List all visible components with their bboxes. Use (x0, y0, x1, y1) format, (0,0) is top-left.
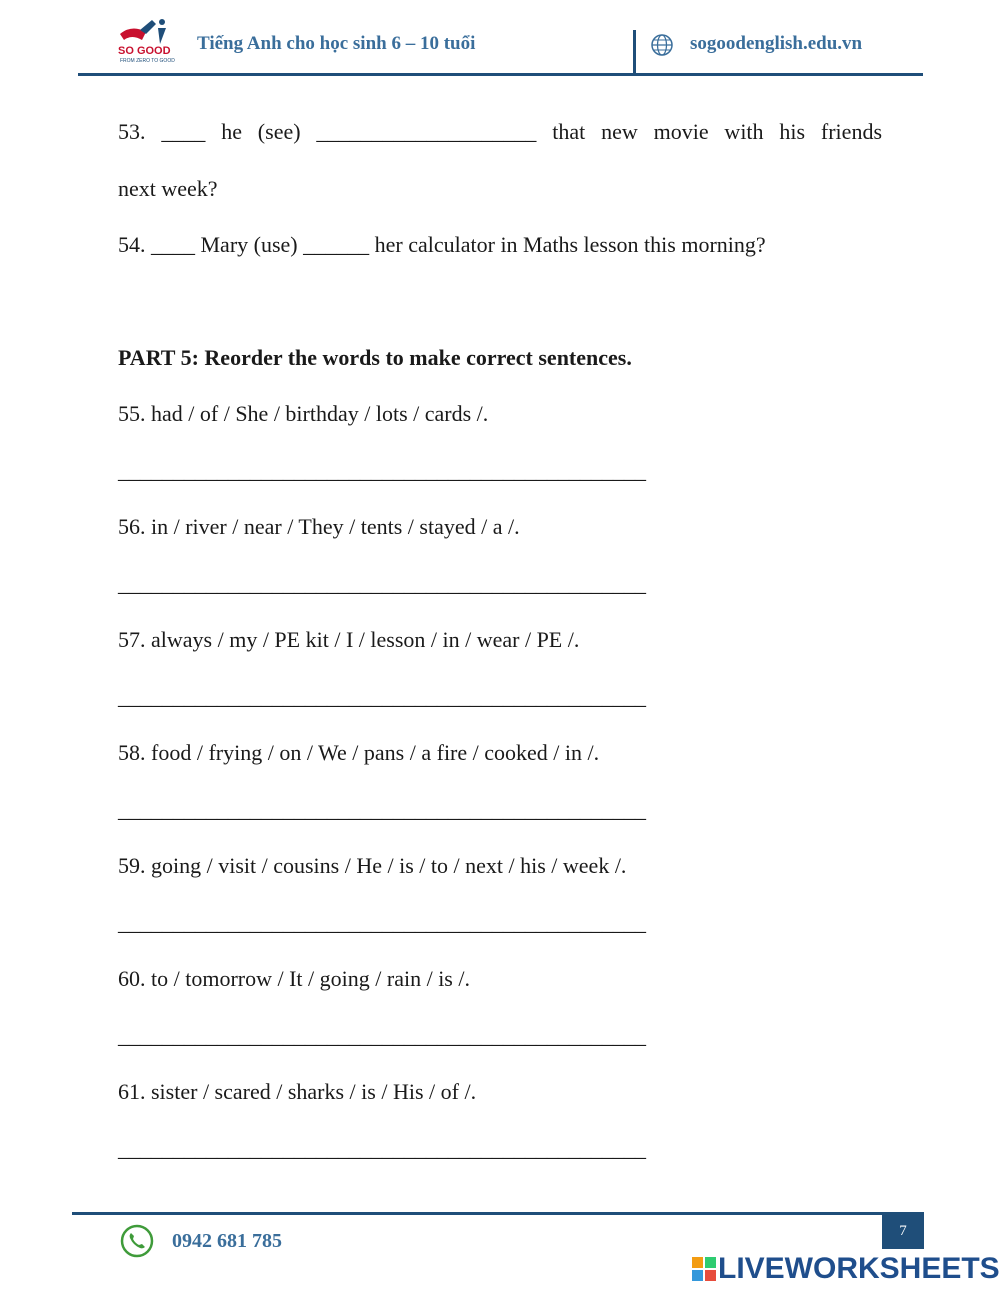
question-57: 57. always / my / PE kit / I / lesson / in / wear / PE /. (118, 627, 580, 652)
so-good-logo (112, 16, 178, 66)
footer-rule (72, 1212, 924, 1215)
phone-number[interactable]: 0942 681 785 (172, 1230, 282, 1252)
question-56: 56. in / river / near / They / tents / stayed / a /. (118, 514, 520, 539)
question-54: 54. ____ Mary (use) ______ her calculator in Maths lesson this morning? (118, 232, 766, 257)
page-number: 7 (882, 1213, 924, 1249)
answer-line-60[interactable]: ________________________________________________ (118, 1023, 646, 1048)
answer-line-59[interactable]: ________________________________________________ (118, 910, 646, 935)
page-header (0, 0, 1000, 80)
svg-text:FROM ZERO TO GOOD: FROM ZERO TO GOOD (120, 58, 175, 64)
header-title: Tiếng Anh cho học sinh 6 – 10 tuổi (197, 33, 476, 54)
question-55: 55. had / of / She / birthday / lots / cards /. (118, 401, 489, 426)
answer-line-55[interactable]: ________________________________________________ (118, 458, 646, 483)
svg-text:SO GOOD: SO GOOD (118, 45, 171, 57)
question-61: 61. sister / scared / sharks / is / His / of /. (118, 1079, 477, 1104)
answer-line-61[interactable]: ________________________________________________ (118, 1136, 646, 1161)
header-rule (78, 73, 923, 76)
answer-line-57[interactable]: ________________________________________________ (118, 684, 646, 709)
answer-line-58[interactable]: ________________________________________________ (118, 797, 646, 822)
part5-heading: PART 5: Reorder the words to make correct sentences. (118, 345, 632, 370)
header-website[interactable]: sogoodenglish.edu.vn (690, 33, 863, 54)
phone-icon (120, 1224, 154, 1258)
header-divider (633, 30, 636, 74)
liveworksheets-logo-icon (692, 1257, 716, 1281)
globe-icon (650, 33, 674, 57)
question-60: 60. to / tomorrow / It / going / rain / is /. (118, 966, 470, 991)
question-59: 59. going / visit / cousins / He / is / to / next / his / week /. (118, 853, 627, 878)
question-58: 58. food / frying / on / We / pans / a fire / cooked / in /. (118, 740, 600, 765)
liveworksheets-brand[interactable]: LIVEWORKSHEETS (718, 1252, 1000, 1285)
question-53-line2: next week? (118, 176, 218, 201)
answer-line-56[interactable]: ________________________________________________ (118, 571, 646, 596)
question-53-line1: 53. ____ he (see) ____________________ that new movie with his friends (118, 119, 882, 144)
